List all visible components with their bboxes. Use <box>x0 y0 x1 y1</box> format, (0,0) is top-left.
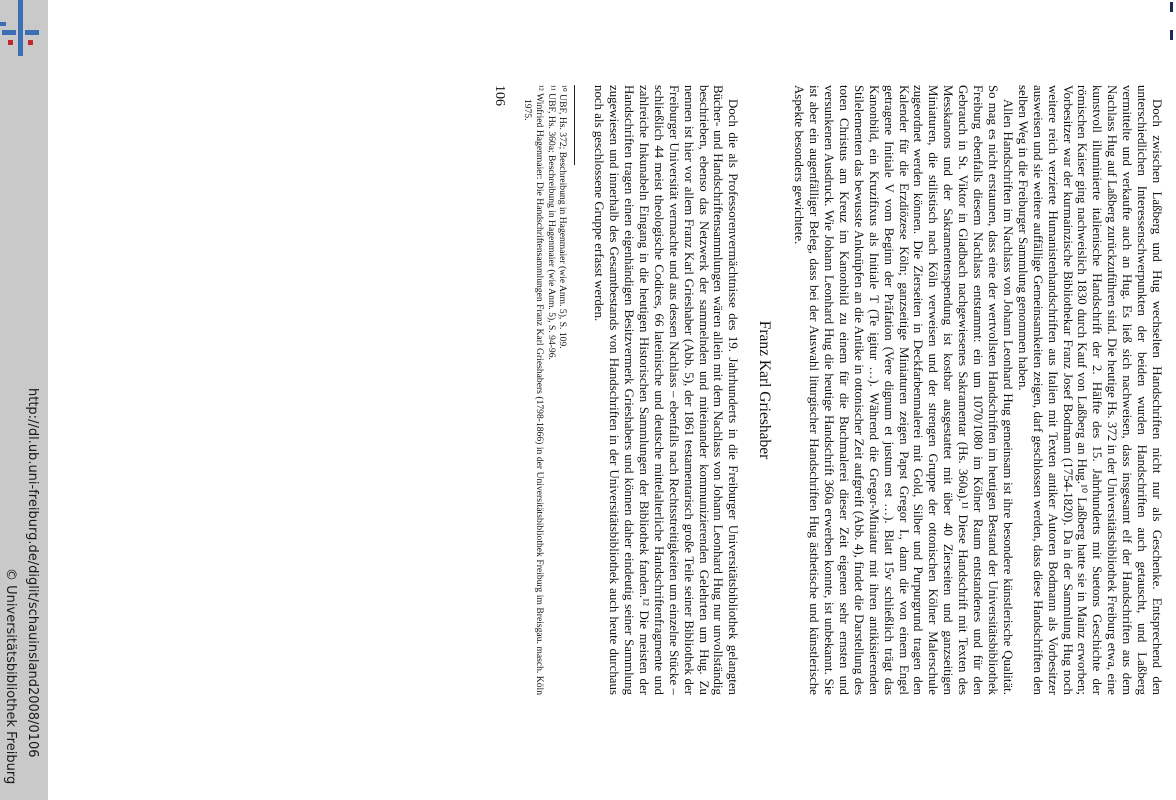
body-paragraph: Allen Handschriften im Nachlass von Johann Leonhard Hug gemeinsam ist ihre besondere künstlerische Qualität. So mag es nicht erstaunen, dass eine der wertvollsten Handschriften im heutigen Bestand der Universitätsbibliothek Freiburg ebenfalls diesem Nachlass entstammt: ein um 1070/1080 im Kölner Raum entstandenes und für den Gebrauch in St. Viktor in Gladbach nachgewiesenes Sakramentar (Hs. 360a).¹¹ Diese Handschrift mit Texten des Messkanons und der Sakramentenspendung ist kostbar ausgestattet mit über 40 Zierseiten und ganzseitigen Miniaturen, die stilistisch nach Köln verweisen und der strengen Gruppe der ottonischen Kölner Malerschule zugeordnet werden können. Die Zierseiten in Deckfarbenmalerei mit Gold, Silber und Purpurgrund tragen den Kalender für die Erzdiözese Köln; ganzseitige Miniaturen zeigen Papst Gregor I., dann die von einem Engel getragene Initiale V vom Beginn der Präfation (Vere dignum et justum est …). Blatt 15v schließlich trägt das Kanonbild, ein Kruzifixus als Initiale T (Te igitur …). Während die Gregor-Miniatur mit ihren antikisierenden Stilelementen das bewusste Anknüpfen an die Antike in ottonischer Zeit aufgreift (Abb. 4), findet die Darstellung des toten Christus am Kreuz im Kanonbild zu einem für die Buchmalerei dieser Zeit eigenen sehr ernsten und versunkenen Ausdruck. Wie Johann Leonhard Hug die heutige Handschrift 360a erwerben konnte, ist unbekannt. Sie ist aber ein augenfälliger Beleg, dass bei der Auswahl liturgischer Handschriften Hug ästhetische und künstlerische Aspekte besonders gewichtete. <box>792 85 1015 695</box>
footnote-text: UBF, Hs. 372; Beschreibung in Hagenmaier (wie Anm. 5), S. 109. <box>557 94 569 349</box>
document-page <box>48 0 1176 800</box>
page-body <box>491 85 1164 695</box>
footnote <box>545 85 557 695</box>
ub-freiburg-logo-icon <box>0 0 48 56</box>
page-number: 106 <box>491 85 507 106</box>
footnote-number: ¹² <box>534 85 546 91</box>
footnote-text: Winfried Hagenmaier: Die Handschriftensammlungen Franz Karl Grieshabers (1798-1866) in der Universitätsbibliothek Freiburg im Breisgau. masch. Köln 1975. <box>522 93 546 695</box>
footnote-number: ¹⁰ <box>557 85 569 92</box>
footnote-number: ¹¹ <box>545 85 557 91</box>
section-heading: Franz Karl Grieshaber <box>756 320 774 460</box>
footnote <box>557 85 569 695</box>
footnote-text: UBF, Hs. 360a; Beschreibung in Hagenmaier (wie Anm. 5), S. 94-96. <box>545 93 557 360</box>
footnote <box>522 85 545 695</box>
body-paragraph: Doch zwischen Laßberg und Hug wechselten Handschriften nicht nur als Geschenke. Entsprechend den unterschiedlichen Interessenschwerpunkten der beiden wurden Handschriften auch getauscht, und Laßberg vermittelte und verkaufte auch an Hug. Es ließ sich nachweisen, dass insgesamt elf der Handschriften aus dem Nachlass Hug auf Laßberg zurückzuführen sind. Die heutige Hs. 372 in der Universitätsbibliothek Freiburg etwa, eine kunstvoll illuminierte italienische Handschrift der 2. Hälfte des 15. Jahrhunderts mit Suetons Geschichte der römischen Kaiser ging nachweislich 1830 durch Kauf von Laßberg an Hug.¹⁰ Laßberg hatte sie in Mainz erworben; Vorbesitzer war der kurmainzische Bibliothekar Franz Josef Bodmann (1754-1820). Da in der Sammlung Hug noch weitere reich verzierte Humanistenhandschriften aus Italien mit Texten antiker Autoren Bodmann als Vorbesitzer ausweisen und sie weitere auffällige Gemeinsamkeiten zeigen, darf geschlossen werden, dass diese Handschriften den selben Weg in die Freiburger Sammlung genommen haben. <box>1015 85 1164 695</box>
body-paragraph: Doch die als Professorenvermächtnisse des 19. Jahrhunderts in die Freiburger Universitätsbibliothek gelangten Bücher- und Handschriftensammlungen wären allein mit dem Nachlass von Johann Leonhard Hug nur unvollständig beschrieben, ebenso das Netzwerk der sammelnden und miteinander kommunizierenden Gelehrten um Hug. Zu nennen ist hier vor allem Franz Karl Grieshaber (Abb. 5), der 1861 testamentarisch große Teile seiner Bibliothek der Freiburger Universität vermachte und aus dessen Nachlass – ebenfalls nach Rechtsstreitigkeiten um einzelne Stücke – schließlich 44 meist theologische Codices, 66 lateinische und deutsche mittelalterliche Handschriftenfragmente und zahlreiche Inkunabeln Eingang in die heutigen Historischen Sammlungen der Bibliothek fanden.¹² Die meisten der Handschriften tragen einen eigenhändigen Besitzvermerk Grieshabers und können daher eindeutig seiner Sammlung zugewiesen und innerhalb des Gesamtbestands von Handschriften in der Universitätsbibliothek auch heute durchaus noch als geschlossene Gruppe erfasst werden. <box>592 85 741 695</box>
document-url[interactable]: http://dl.ub.uni-freiburg.de/diglit/schauinsland2008/0106 <box>25 388 40 758</box>
footnote-divider <box>574 85 575 165</box>
copyright-notice: © Universitätsbibliothek Freiburg <box>3 568 18 785</box>
viewer-sidebar <box>0 0 48 800</box>
